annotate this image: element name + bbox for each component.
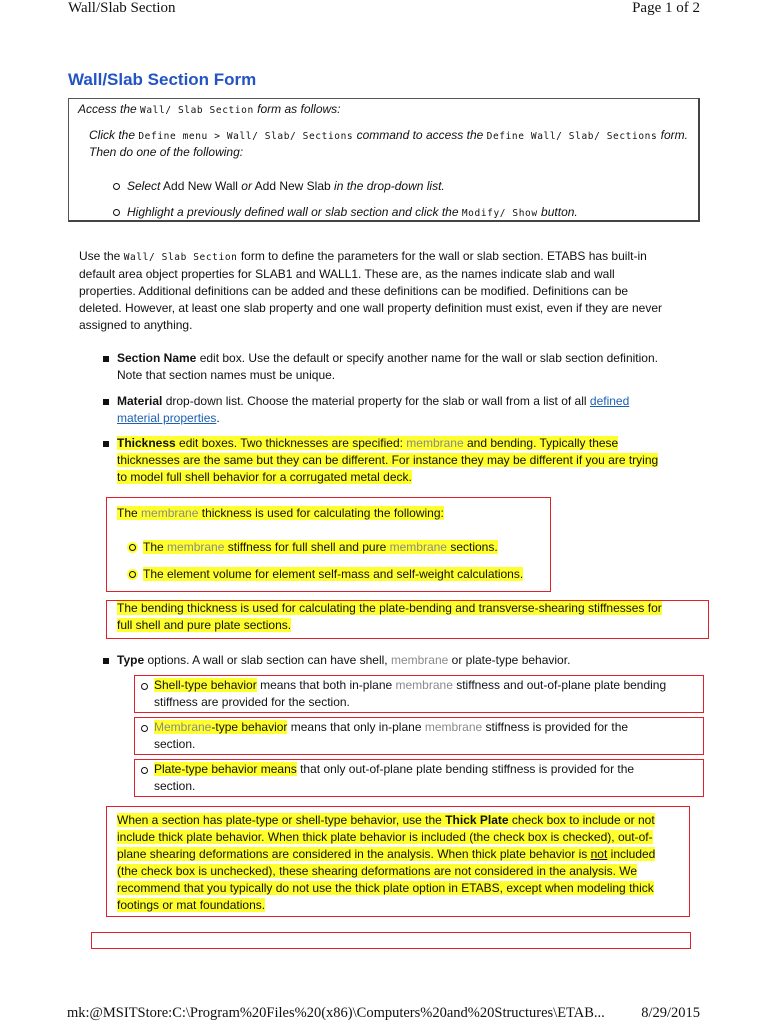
- footer-date: 8/29/2015: [641, 1005, 700, 1021]
- hollow-bullet-icon: [129, 571, 136, 578]
- hollow-bullet-icon: [113, 183, 120, 190]
- plate-type-text: Plate-type behavior means that only out-of-plane plate bending stiffness is provided for the section.: [154, 762, 635, 793]
- membrane-box-line: The membrane thickness is used for calculating the following:: [117, 506, 444, 520]
- page-indicator: Page 1 of 2: [632, 0, 700, 16]
- membrane-box-item-2: The element volume for element self-mass and self-weight calculations.: [143, 567, 524, 581]
- bending-box-text: The bending thickness is used for calculating the plate-bending and transverse-shearing stiffnesses for full shell and pure plate sections.: [117, 601, 662, 632]
- membrane-box-item-1: The membrane stiffness for full shell and pure membrane sections.: [143, 540, 498, 554]
- square-bullet-icon: [103, 356, 109, 362]
- form-title: Wall/Slab Section Form: [68, 70, 257, 89]
- defined-material-properties-link[interactable]: defined: [589, 394, 630, 408]
- material-item: Material drop-down list. Choose the material property for the slab or wall from a list of all defined material properties.: [117, 394, 630, 425]
- membrane-type-text: Membrane-type behavior means that only in-plane membrane stiffness is provided for the section.: [154, 720, 629, 751]
- hollow-bullet-icon: [141, 767, 148, 774]
- thick-plate-text: When a section has plate-type or shell-type behavior, use the Thick Plate check box to include or not include thick plate behavior. When thick plate behavior is included (the check box is checked), out-of- plane shearing deformations are considered in the analysis. When thick plate behavior is not included (the check box is unchecked), these shearing deformations are not considered in the analysis. We recommend that you typically do not use the thick plate option in ETABS, except when modeling thick footings or mat foundations.: [117, 813, 656, 912]
- shell-type-text: Shell-type behavior means that both in-plane membrane stiffness and out-of-plane plate bending stiffness are provided for the section.: [154, 678, 667, 709]
- hollow-bullet-icon: [113, 209, 120, 216]
- square-bullet-icon: [103, 399, 109, 405]
- hollow-bullet-icon: [129, 544, 136, 551]
- access-line-1: Access the Wall/ Slab Section form as follows:: [78, 102, 341, 116]
- section-name-item: Section Name edit box. Use the default or specify another name for the wall or slab section definition. Note that section names must be unique.: [117, 351, 658, 382]
- access-line-2: Click the Define menu > Wall/ Slab/ Sections command to access the Define Wall/ Slab/ Sections form.: [89, 128, 688, 142]
- square-bullet-icon: [103, 441, 109, 447]
- defined-material-properties-link-cont[interactable]: material properties: [117, 411, 217, 425]
- hollow-bullet-icon: [141, 725, 148, 732]
- intro-paragraph: Use the Wall/ Slab Section form to define the parameters for the wall or slab section. ETABS has built-in default area object properties for SLAB1 and WALL1. These are, as the names indicate slab and wall properties. Additional definitions can be added and these definitions can be modified. Definitions can be deleted. However, at least one slab property and one wall property definition must exist, even if they are never assigned to anything.: [79, 249, 662, 332]
- access-line-3: Then do one of the following:: [89, 145, 244, 159]
- empty-annotation-box: [91, 932, 691, 949]
- access-item-2: Highlight a previously defined wall or slab section and click the Modify/ Show button.: [127, 205, 578, 219]
- thickness-item: Thickness edit boxes. Two thicknesses are specified: membrane and bending. Typically these thicknesses are the same but they can be different. For instance they may be different if you are trying to model full shell behavior for a corrugated metal deck.: [117, 436, 659, 484]
- access-item-1: Select Add New Wall or Add New Slab in the drop-down list.: [127, 179, 445, 193]
- type-item: Type options. A wall or slab section can have shell, membrane or plate-type behavior.: [117, 653, 571, 667]
- hollow-bullet-icon: [141, 683, 148, 690]
- footer-path: mk:@MSITStore:C:\Program%20Files%20(x86)\Computers%20and%20Structures\ETAB...: [67, 1005, 605, 1021]
- document-header-title: Wall/Slab Section: [68, 0, 176, 16]
- square-bullet-icon: [103, 658, 109, 664]
